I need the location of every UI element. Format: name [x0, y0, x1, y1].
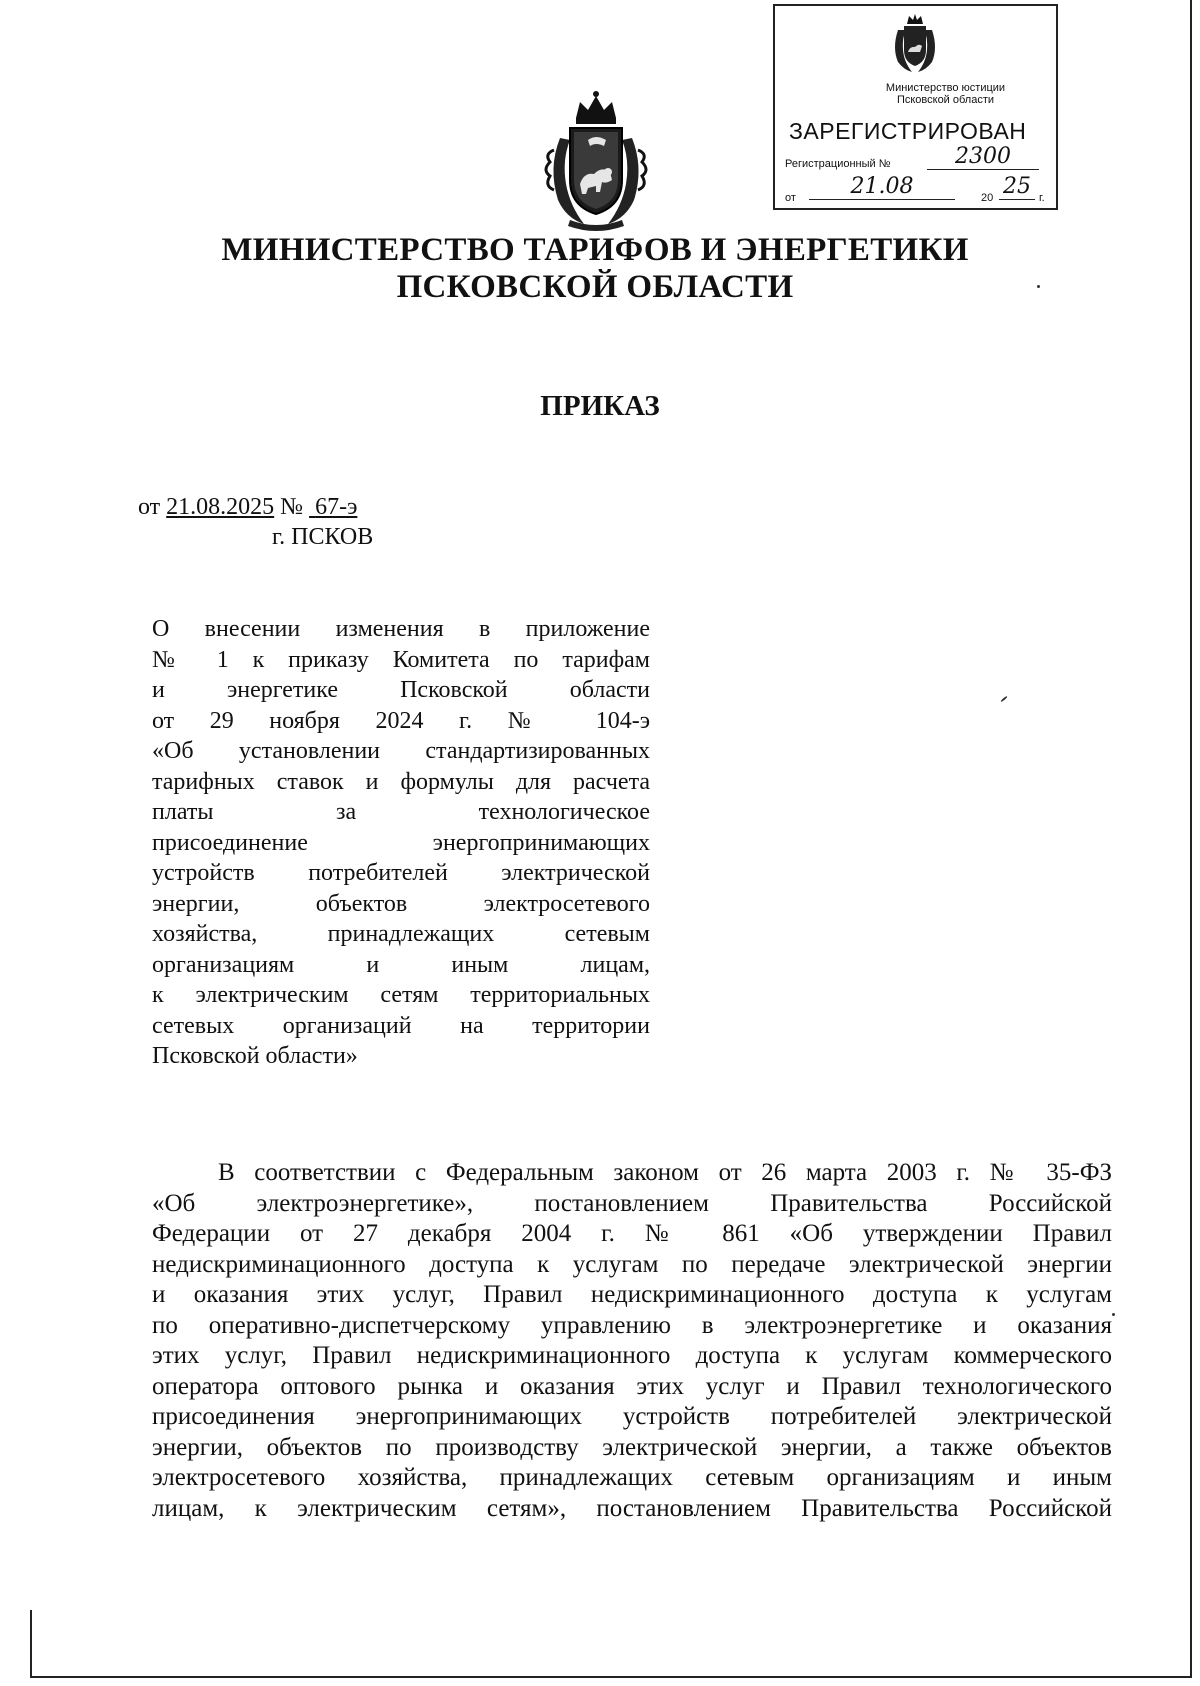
stamp-date-value: 21.08 — [809, 174, 955, 200]
stamp-reg-number: 2300 — [927, 144, 1039, 170]
scan-speck — [1112, 1313, 1115, 1316]
date-prefix: от — [138, 494, 161, 520]
scan-speck — [1000, 696, 1007, 703]
body-line: этих услуг, Правил недискриминационного доступа к услугам коммерческого — [152, 1342, 1112, 1369]
order-number — [309, 494, 357, 520]
subject-line: сетевых организаций на территории — [152, 1012, 650, 1039]
stamp-year-prefix: 20 — [981, 192, 994, 204]
subject-line: Псковской области» — [152, 1043, 358, 1069]
number-prefix: № — [280, 494, 304, 520]
coat-of-arms-emblem — [540, 88, 652, 233]
body-line: и оказания этих услуг, Правил недискриминационного доступа к услугам — [152, 1281, 1112, 1308]
page-edge-left — [30, 1610, 32, 1678]
subject-line: организациям и иным лицам, — [152, 951, 650, 978]
subject-line: устройств потребителей электрической — [152, 860, 650, 886]
stamp-date-label: от — [785, 192, 796, 204]
order-number-value: 67-э — [315, 494, 358, 520]
subject-line: «Об установлении стандартизированных — [152, 738, 650, 764]
subject-line: хозяйства, принадлежащих сетевым — [152, 921, 650, 947]
stamp-org-line-1: Министерство юстиции — [885, 82, 1006, 94]
body-line: Федерации от 27 декабря 2004 г. № 861 «Об утверждении Правил — [152, 1220, 1112, 1247]
subject-line: и энергетике Псковской области — [152, 677, 650, 703]
order-date-number — [138, 492, 357, 522]
body-line: по оперативно-диспетчерскому управлению в электроэнергетике и оказания — [152, 1311, 1112, 1339]
ministry-title-line-1: МИНИСТЕРСТВО ТАРИФОВ И ЭНЕРГЕТИКИ — [221, 232, 969, 268]
page-edge-right — [1190, 0, 1192, 1678]
body-line: энергии, объектов по производству электрической энергии, а также объектов — [152, 1433, 1112, 1461]
registration-stamp — [773, 4, 1058, 210]
scan-speck — [1037, 285, 1040, 288]
body-line: присоединения энергопринимающих устройств потребителей электрической — [152, 1403, 1112, 1430]
stamp-emblem-icon — [890, 12, 940, 74]
subject-line: к электрическим сетям территориальных — [152, 982, 650, 1008]
body-line: недискриминационного доступа к услугам по передаче электрической энергии — [152, 1250, 1112, 1278]
stamp-organization — [775, 82, 1056, 106]
subject-line: тарифных ставок и формулы для расчета — [152, 768, 650, 795]
stamp-year-suffix: г. — [1039, 192, 1045, 204]
subject-line: № 1 к приказу Комитета по тарифам — [152, 646, 650, 673]
stamp-year-value: 25 — [999, 174, 1035, 200]
subject-line: от 29 ноября 2024 г. № 104-э — [152, 707, 650, 734]
stamp-org-line-2: Псковской области — [896, 94, 995, 106]
subject-line: энергии, объектов электросетевого — [152, 890, 650, 917]
subject-line: присоединение энергопринимающих — [152, 829, 650, 856]
body-line: «Об электроэнергетике», постановлением Правительства Российской — [152, 1189, 1112, 1217]
stamp-reg-label: Регистрационный № — [785, 158, 891, 170]
subject-line: О внесении изменения в приложение — [152, 616, 650, 642]
order-city: г. ПСКОВ — [272, 524, 374, 550]
order-body-paragraph — [152, 1158, 1112, 1524]
body-line: В соответствии с Федеральным законом от 26 марта 2003 г. № 35-ФЗ — [218, 1159, 1112, 1186]
document-type-heading: ПРИКАЗ — [540, 390, 660, 422]
body-line: оператора оптового рынка и оказания этих услуг и Правил технологического — [152, 1372, 1112, 1400]
body-line: электросетевого хозяйства, принадлежащих сетевым организациям и иным — [152, 1464, 1112, 1491]
body-line: лицам, к электрическим сетям», постановлением Правительства Российской — [152, 1494, 1112, 1522]
order-date: 21.08.2025 — [166, 494, 275, 520]
subject-line: платы за технологическое — [152, 799, 650, 825]
ministry-title — [200, 232, 990, 306]
order-subject — [152, 614, 650, 1072]
stamp-status: ЗАРЕГИСТРИРОВАН — [789, 118, 1027, 144]
page-edge-bottom — [30, 1676, 1192, 1678]
ministry-title-line-2: ПСКОВСКОЙ ОБЛАСТИ — [396, 269, 794, 305]
